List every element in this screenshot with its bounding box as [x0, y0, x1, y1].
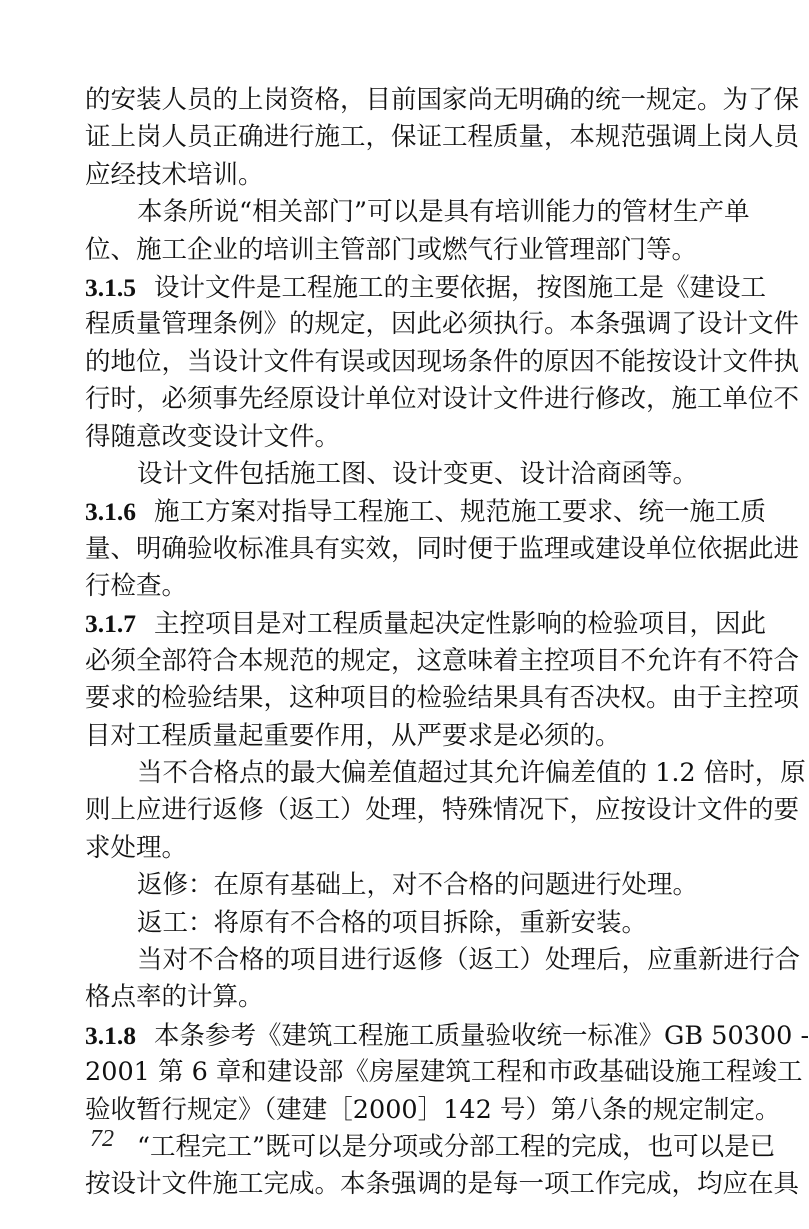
- text-line: [85, 1166, 800, 1203]
- text-line: [85, 419, 737, 456]
- line-text: 设计文件是工程施工的主要依据，按图施工是《建设工: [154, 272, 767, 303]
- line-text: 验收暂行规定》（建建［2000］142 号）第八条的规定制定。: [85, 1094, 781, 1125]
- line-text: 得随意改变设计文件。: [85, 421, 341, 452]
- text-line: [85, 232, 737, 269]
- line-text: “工程完工”既可以是分项或分部工程的完成，也可以是已: [137, 1131, 776, 1162]
- line-text: 要求的检验结果，这种项目的检验结果具有否决权。由于主控项: [85, 683, 800, 714]
- text-line: [85, 568, 737, 605]
- section-number: 3.1.8: [85, 1020, 136, 1050]
- text-line: [85, 344, 800, 381]
- line-text: 的地位，当设计文件有误或因现场条件的原因不能按设计文件执: [85, 346, 800, 377]
- line-text: 位、施工企业的培训主管部门或燃气行业管理部门等。: [85, 234, 698, 265]
- text-line: [85, 82, 800, 119]
- line-text: 设计文件包括施工图、设计变更、设计洽商函等。: [137, 458, 699, 489]
- line-text: 的安装人员的上岗资格，目前国家尚无明确的统一规定。为了保: [85, 85, 800, 115]
- text-line: [85, 830, 737, 867]
- line-text: 必须全部符合本规范的规定，这意味着主控项目不允许有不符合: [85, 645, 800, 676]
- line-text: 返修：在原有基础上，对不合格的问题进行处理。: [137, 870, 699, 901]
- line-text: 主控项目是对工程质量起决定性影响的检验项目，因此: [154, 609, 767, 640]
- line-text: 施工方案对指导工程施工、规范施工要求、统一施工质: [154, 497, 767, 528]
- text-line: [85, 194, 750, 231]
- text-line: [85, 643, 800, 680]
- text-line: [85, 531, 800, 568]
- text-line: [85, 792, 800, 829]
- text-line: [85, 1054, 803, 1091]
- text-line: [85, 269, 767, 306]
- text-line: [85, 605, 767, 642]
- line-text: 证上岗人员正确进行施工，保证工程质量，本规范强调上岗人员: [85, 122, 800, 153]
- line-text: 按设计文件施工完成。本条强调的是每一项工作完成，均应在具: [85, 1169, 800, 1200]
- line-text: 则上应进行返修（返工）处理，特殊情况下，应按设计文件的要: [85, 795, 800, 826]
- text-line: [85, 456, 737, 493]
- text-line: [85, 1129, 776, 1166]
- text-line: [85, 979, 737, 1016]
- text-line: [85, 119, 800, 156]
- line-text: 本条参考《建筑工程施工质量验收统一标准》GB 50300 -: [154, 1020, 809, 1051]
- line-text: 当不合格点的最大偏差值超过其允许偏差值的 1.2 倍时，原: [137, 758, 806, 789]
- line-text: 返工：将原有不合格的项目拆除，重新安装。: [137, 907, 648, 938]
- text-line: [85, 718, 737, 755]
- text-line: [85, 905, 737, 942]
- text-line: [85, 867, 737, 904]
- section-number: 3.1.6: [85, 497, 136, 527]
- text-line: [85, 755, 806, 792]
- section-number: 3.1.5: [85, 272, 136, 302]
- text-line: [85, 306, 800, 343]
- text-line: [85, 1092, 781, 1129]
- section-number: 3.1.7: [85, 609, 136, 639]
- text-line: [85, 381, 800, 418]
- text-line: [85, 157, 737, 194]
- document-body: [85, 82, 809, 1204]
- line-text: 量、明确验收标准具有实效，同时便于监理或建设单位依据此进: [85, 533, 800, 564]
- page-number: 72: [90, 1126, 114, 1152]
- line-text: 当对不合格的项目进行返修（返工）处理后，应重新进行合: [137, 944, 801, 975]
- text-line: [85, 493, 767, 530]
- line-text: 程质量管理条例》的规定，因此必须执行。本条强调了设计文件: [85, 309, 800, 340]
- text-line: [85, 942, 801, 979]
- line-text: 目对工程质量起重要作用，从严要求是必须的。: [85, 720, 621, 751]
- line-text: 格点率的计算。: [85, 982, 264, 1013]
- line-text: 2001 第 6 章和建设部《房屋建筑工程和市政基础设施工程竣工: [85, 1057, 803, 1088]
- line-text: 本条所说“相关部门”可以是具有培训能力的管材生产单: [137, 197, 750, 228]
- line-text: 行时，必须事先经原设计单位对设计文件进行修改，施工单位不: [85, 384, 800, 415]
- line-text: 应经技术培训。: [85, 159, 264, 190]
- text-line: [85, 680, 800, 717]
- line-text: 求处理。: [85, 832, 188, 863]
- line-text: 行检查。: [85, 571, 188, 602]
- text-line: [85, 1017, 809, 1054]
